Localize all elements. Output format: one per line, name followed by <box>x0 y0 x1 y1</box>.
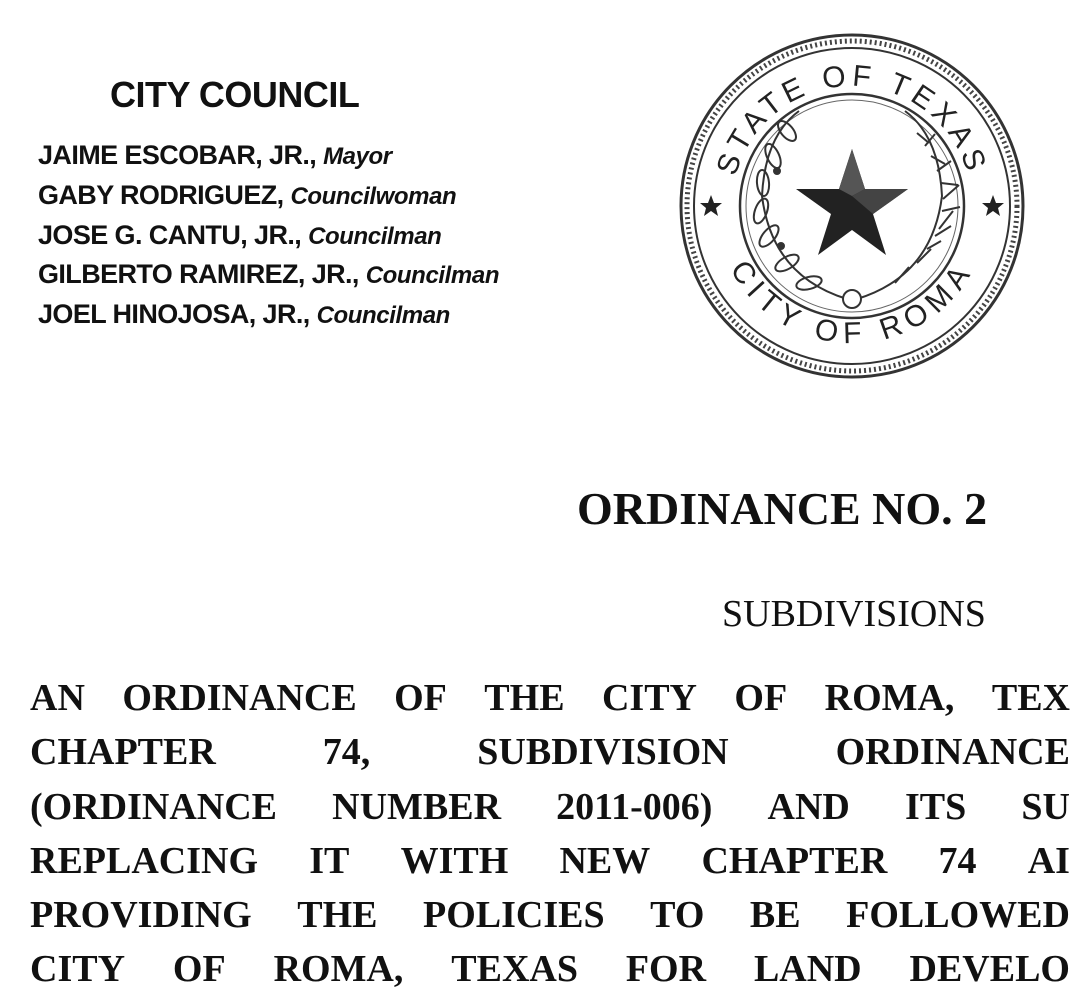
seal-bottom-text: CITY OF ROMA <box>723 254 981 351</box>
member-role: Councilman <box>365 262 500 289</box>
council-member <box>38 259 499 290</box>
ribbon-knot-icon <box>843 290 861 308</box>
city-seal <box>677 31 1027 381</box>
caption-line: REPLACING IT WITH NEW CHAPTER 74 AI <box>30 840 1070 882</box>
member-name: GILBERTO RAMIREZ, JR., <box>38 259 359 289</box>
ordinance-topic: SUBDIVISIONS <box>722 593 986 635</box>
member-role: Councilman <box>308 223 442 250</box>
council-member <box>38 180 456 211</box>
member-name: JOEL HINOJOSA, JR., <box>38 299 310 329</box>
caption-line: PROVIDING THE POLICIES TO BE FOLLOWED <box>30 894 1070 936</box>
caption-line: CHAPTER 74, SUBDIVISION ORDINANCE <box>30 731 1070 773</box>
caption-line: (ORDINANCE NUMBER 2011-006) AND ITS SU <box>30 786 1070 828</box>
council-member <box>38 299 450 330</box>
council-title: CITY COUNCIL <box>110 74 360 115</box>
caption-line: AN ORDINANCE OF THE CITY OF ROMA, TEX <box>30 677 1070 719</box>
ordinance-number: ORDINANCE NO. 2 <box>577 483 988 534</box>
council-member <box>38 220 441 251</box>
member-role: Councilwoman <box>290 183 457 210</box>
caption-line: CITY OF ROMA, TEXAS FOR LAND DEVELO <box>30 948 1070 990</box>
member-name: JOSE G. CANTU, JR., <box>38 220 302 250</box>
council-member <box>38 140 392 171</box>
member-role: Mayor <box>323 143 392 170</box>
member-name: JAIME ESCOBAR, JR., <box>38 140 317 170</box>
member-role: Councilman <box>316 302 450 329</box>
seal-top-text: STATE OF TEXAS <box>710 59 994 180</box>
member-name: GABY RODRIGUEZ, <box>38 180 284 210</box>
